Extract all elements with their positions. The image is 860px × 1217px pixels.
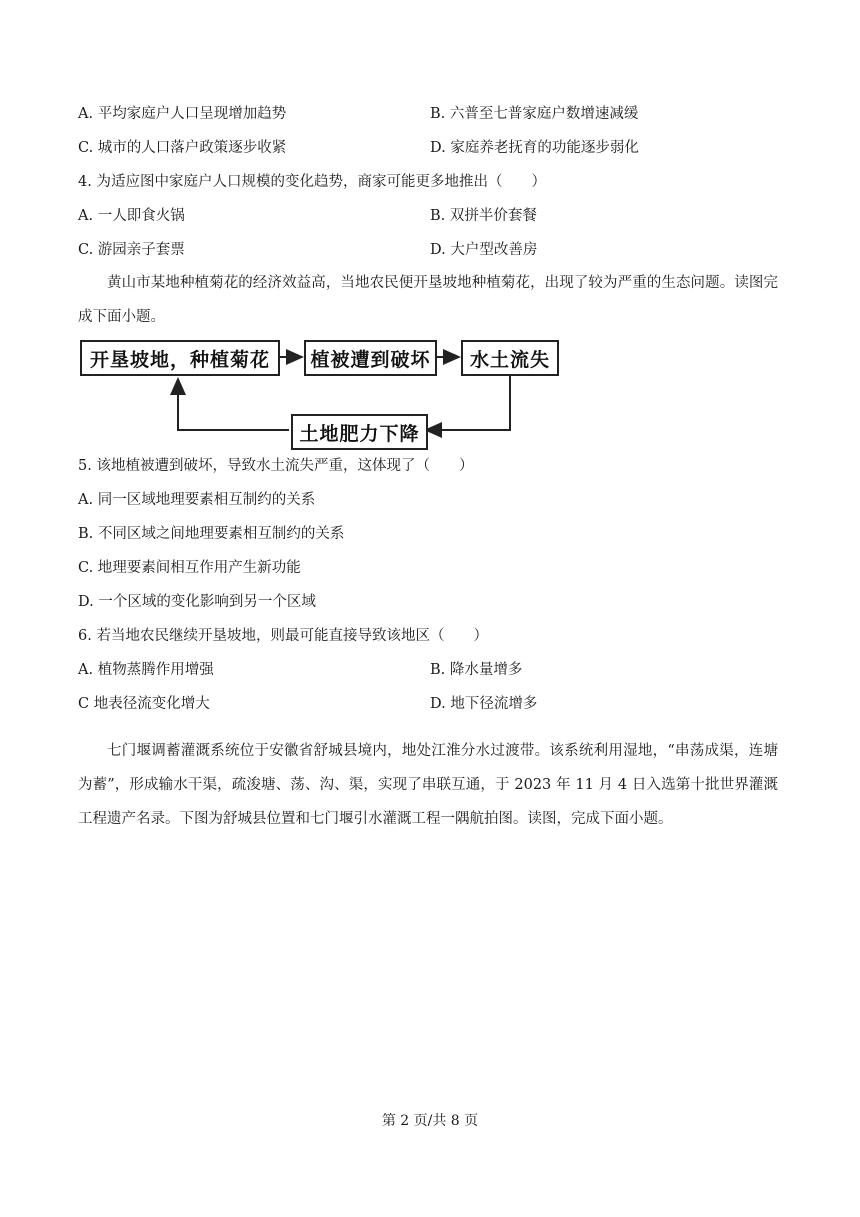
q3-option-a: A. 平均家庭户人口呈现增加趋势 [78,106,287,122]
arrow-4-1 [178,379,289,430]
q3-option-c: C. 城市的人口落户政策逐步收紧 [78,140,287,156]
arrow-3-4 [426,373,510,430]
q5-option-c: C. 地理要素间相互作用产生新功能 [78,560,301,576]
q4-option-b: B. 双拼半价套餐 [430,208,537,224]
passage-chrysanthemum: 黄山市某地种植菊花的经济效益高，当地农民便开垦坡地种植菊花，出现了较为严重的生态问题。读图完成下面小题。 [78,275,778,325]
q5-option-a: A. 同一区域地理要素相互制约的关系 [78,492,316,508]
q4-stem: 4. 为适应图中家庭户人口规模的变化趋势，商家可能更多地推出（ ） [78,174,546,190]
page-number: 第 2 页/共 8 页 [381,1113,479,1129]
q3-option-d: D. 家庭养老抚育的功能逐步弱化 [430,140,639,156]
q4-option-d: D. 大户型改善房 [430,242,538,258]
q5-option-d: D. 一个区域的变化影响到另一个区域 [78,594,316,610]
flow-box-reclaim: 开垦坡地，种植菊花 [80,340,280,376]
q6-option-d: D. 地下径流增多 [430,696,538,712]
q6-option-b: B. 降水量增多 [430,662,523,678]
flow-arrows [0,0,860,460]
flow-box-fertility: 土地肥力下降 [291,414,428,450]
q6-option-a: A. 植物蒸腾作用增强 [78,662,214,678]
q6-option-c: C 地表径流变化增大 [78,696,210,712]
q5-option-b: B. 不同区域之间地理要素相互制约的关系 [78,526,345,542]
flow-box-vegetation: 植被遭到破坏 [304,340,437,376]
passage-qimenyan: 七门堰调蓄灌溉系统位于安徽省舒城县境内，地处江淮分水过渡带。该系统利用湿地，“串荡成渠，连塘为蓄”，形成输水干渠，疏浚塘、荡、沟、渠，实现了串联互通，于 2023 年 11 月 4 日入选第十批世界灌溉工程遗产名录。下图为舒城县位置和七门堰引水灌溉工程一隅航拍图。读图，完成下面小题。 [78,743,778,827]
q4-option-c: C. 游园亲子套票 [78,242,185,258]
flow-box-erosion: 水土流失 [461,340,559,376]
q6-stem: 6. 若当地农民继续开垦坡地，则最可能直接导致该地区（ ） [78,628,488,644]
q4-option-a: A. 一人即食火锅 [78,208,185,224]
q5-stem: 5. 该地植被遭到破坏，导致水土流失严重，这体现了（ ） [78,458,474,474]
q3-option-b: B. 六普至七普家庭户数增速减缓 [430,106,639,122]
